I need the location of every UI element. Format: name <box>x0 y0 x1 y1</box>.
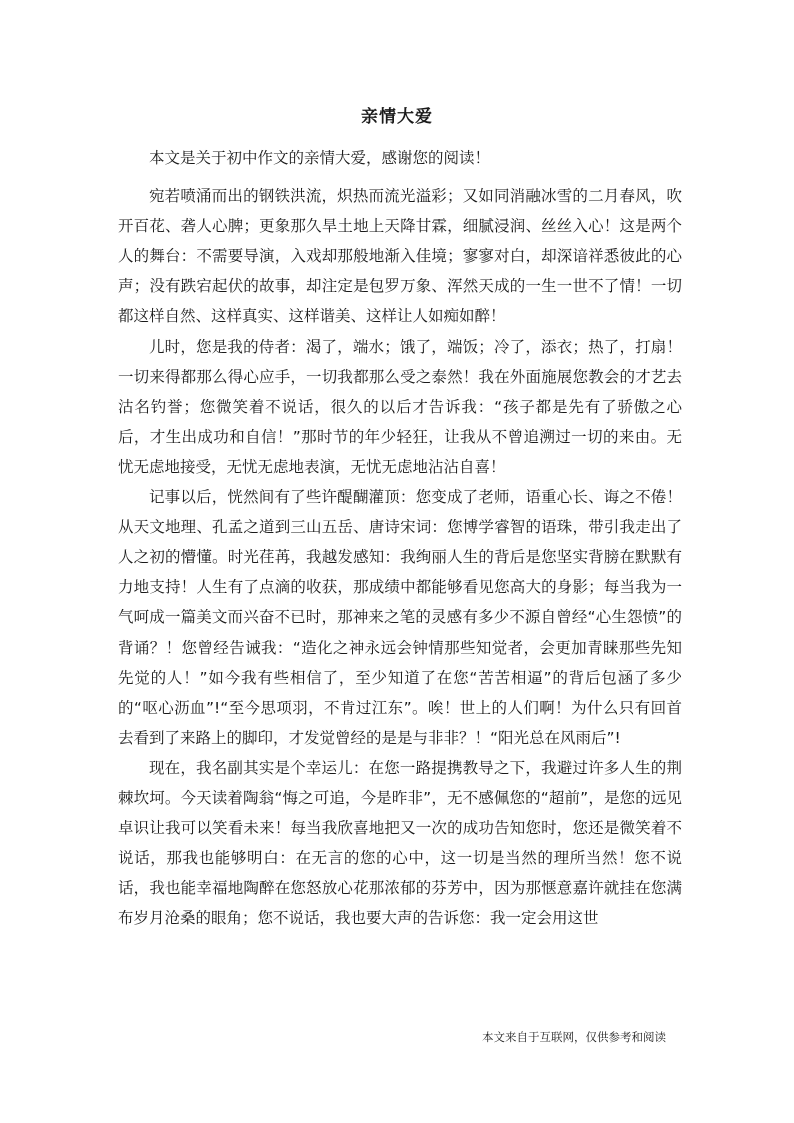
intro-paragraph: 本文是关于初中作文的亲情大爱，感谢您的阅读！ <box>149 149 491 167</box>
paragraph-4: 现在，我名副其实是个幸运儿：在您一路提携教导之下，我避过许多人生的荆棘坎坷。今天读着陶翁“悔之可追，今是昨非”，无不感佩您的“超前”，是您的远见卓识让我可以笑看未来！每当我欣喜地把又一次的成功告知您时，您还是微笑着不说话，那我也能够明白：在无言的您的心中，这一切是当然的理所当然！您不说话，我也能幸福地陶醉在您怒放心花那浓郁的芬芳中，因为那惬意嘉许就挂在您满布岁月沧桑的眼角；您不说话，我也要大声的告诉您：我一定会用这世 <box>118 758 682 928</box>
footer-note: 本文来自于互联网，仅供参考和阅读 <box>482 1030 666 1044</box>
document-title: 亲情大爱 <box>361 107 433 127</box>
paragraph-1: 宛若喷涌而出的钢铁洪流，炽热而流光溢彩；又如同消融冰雪的二月春风，吹开百花、砻人心脾；更象那久旱土地上天降甘霖，细腻浸润、丝丝入心！这是两个人的舞台：不需要导演，入戏却那般地渐入佳境；寥寥对白，却深谙祥悉彼此的心声；没有跌宕起伏的故事，却注定是包罗万象、浑然天成的一生一世不了情！一切都这样自然、这样真实、这样谐美、这样让人如痴如醉！ <box>118 187 682 326</box>
paragraph-3: 记事以后，恍然间有了些许醍醐灌顶：您变成了老师，语重心长、诲之不倦！从天文地理、孔孟之道到三山五岳、唐诗宋词：您博学睿智的语珠，带引我走出了人之初的懵懂。时光荏苒，我越发感知：我绚丽人生的背后是您坚实背膀在默默有力地支持！人生有了点滴的收获，那成绩中都能够看见您高大的身影；每当我为一气呵成一篇美文而兴奋不已时，那神来之笔的灵感有多少不源自曾经“心生怨愤”的背诵？！您曾经告诫我：“造化之神永远会钟情那些知觉者，会更加青睐那些先知先觉的人！”如今我有些相信了，至少知道了在您“苦苦相逼”的背后包涵了多少的“呕心沥血”!“至今思项羽，不肯过江东”。唉！世上的人们啊！为什么只有回首去看到了来路上的脚印，才发觉曾经的是是与非非？！“阳光总在风雨后”! <box>118 488 682 747</box>
paragraph-2: 儿时，您是我的侍者：渴了，端水；饿了，端饭；冷了，添衣；热了，打扇！一切来得都那么得心应手，一切我都那么受之泰然！我在外面施展您教会的才艺去沽名钓誉；您微笑着不说话，很久的以后才告诉我：“孩子都是先有了骄傲之心后，才生出成功和自信！”那时节的年少轻狂，让我从不曾追溯过一切的来由。无忧无虑地接受，无忧无虑地表演，无忧无虑地沾沾自喜！ <box>118 337 682 476</box>
document-body <box>118 143 682 933</box>
